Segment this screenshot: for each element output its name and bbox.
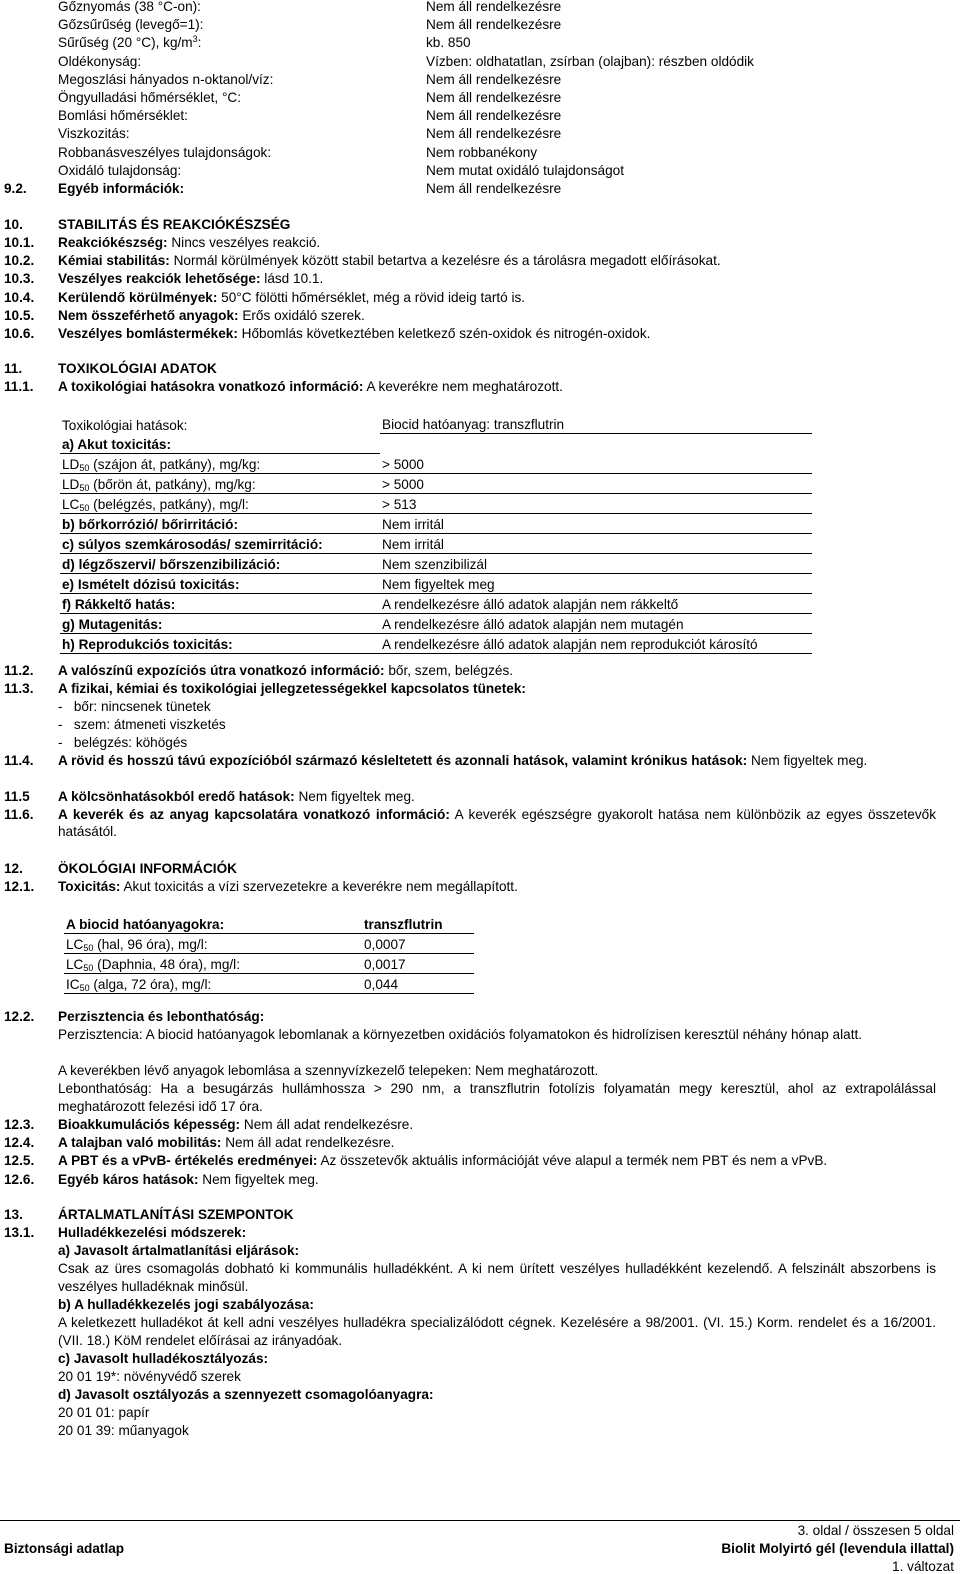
footer-version: 1. változat [892,1559,954,1574]
item-text: Nincs veszélyes reakció. [167,235,321,250]
item-label: A talajban való mobilitás: [58,1135,222,1151]
footer-product-name: Biolit Molyirtó gél (levendula illattal) [721,1541,954,1556]
item-text: Normál körülmények között stabil betartva a kezelésre és a tárolásra megadott előírásokat. [169,253,721,269]
degradation-text: A keverékben lévő anyagok lebomlása a szennyvízkezelő telepeken: Nem meghatározott. [58,1063,599,1078]
cell-text: f) Rákkeltő hatás: [62,596,176,612]
cell-text: LC [66,957,84,972]
item-content [58,234,320,251]
table-header-right: Biocid hatóanyag: transzflutrin [380,414,812,434]
toxic-value-cell: A rendelkezésre álló adatok alapján nem rákkeltő [380,593,812,613]
waste-code: 20 01 01: papír [58,1405,150,1420]
property-label [58,53,141,70]
section-title: ÖKOLÓGIAI INFORMÁCIÓK [58,861,237,876]
item-label: Perzisztencia és lebonthatóság: [58,1009,265,1024]
biodegradability-paragraph: Lebonthatóság: Ha a besugárzás hullámhossza > 290 nm, a transzflutrin fotolízis folyamatán megy keresztül, ahol az extrapolálással meghatározott felezési idő 17 óra. [58,1081,936,1114]
toxic-effect-cell [60,493,380,513]
cell-text: LC [62,496,80,512]
section-number: 10. [4,217,23,232]
table-row [64,954,474,974]
item-label: Reakciókészség: [58,235,168,250]
section-title: TOXIKOLÓGIAI ADATOK [58,361,217,376]
table-header-row [64,914,474,934]
table-header-left: A biocid hatóanyagokra: [64,914,362,934]
item-text: bőr, szem, belégzés. [384,663,514,678]
item-number: 11.6. [4,807,34,822]
footer-doc-title: Biztonsági adatlap [4,1541,125,1556]
test-cell [64,954,362,974]
page-number: 3. oldal / összesen 5 oldal [797,1523,954,1538]
waste-code: 20 01 39: műanyagok [58,1423,189,1438]
table-row [60,473,812,493]
item-label: A kölcsönhatásokból eredő hatások: [58,789,295,804]
section-value: Nem áll rendelkezésre [426,181,562,196]
item-label: Kerülendő körülmények: [58,289,218,305]
item-text: Nem figyeltek meg. [294,789,415,804]
item-number: 12.1. [4,879,35,894]
footer-divider [0,1520,960,1521]
item-text: Akut toxicitás a vízi szervezetekre a keverékre nem megállapított. [120,879,518,894]
item-number: 12.3. [4,1117,35,1132]
item-label: Toxicitás: [58,879,121,894]
superscript: 3 [192,34,198,45]
cell-text: a) Akut toxicitás: [62,436,172,452]
property-label-text: Öngyulladási hőmérséklet, °C: [58,90,241,105]
cell-text: (Daphnia, 48 óra), mg/l: [93,957,240,972]
toxic-effect-cell [60,553,380,573]
table-row [60,513,812,533]
table-header-left: Toxikológiai hatások: [62,417,188,433]
subscript: 50 [83,943,94,953]
paragraph-b: A keletkezett hulladékot át kell adni veszélyes hulladékra specializálódott cégnek. Kezelésére a 98/2001. (VI. 15.) Korm. rendelet és a 16/2001. (VII. 18.) KöM rendelet előírásai az irányadóak. [58,1315,936,1348]
property-label [58,144,271,161]
subscript: 50 [79,502,90,513]
item-number: 11.1. [4,379,34,394]
toxic-effect-cell [60,473,380,493]
symptom-text: - szem: átmeneti viszketés [58,717,226,732]
property-label-text: Megoszlási hányados n-oktanol/víz: [58,71,274,87]
subscript: 50 [79,462,90,473]
cell-text: b) bőrkorrózió/ bőrirritáció: [62,516,238,532]
table-row [60,613,812,633]
table-header-row [60,414,812,434]
item-label: Kémiai stabilitás: [58,253,170,269]
item-label: A PBT és a vPvB- értékelés eredményei: [58,1153,318,1169]
cell-text: LC [66,937,84,952]
toxic-value-cell: > 513 [380,493,812,513]
item-text: A keverék egészségre gyakorolt hatása nem különbözik az egyes összetevők hatásától. [58,807,936,839]
paragraph-a: Csak az üres csomagolás dobható ki kommunális hulladékként. A ki nem ürített veszélyes hulladékként kezelendő. A felszinált abszorbens is veszélyes hulladéknak minősül. [58,1261,936,1294]
subheading-text: a) Javasolt ártalmatlanítási eljárások: [58,1243,300,1258]
toxic-effect-cell [60,513,380,533]
item-number: 12.6. [4,1171,35,1187]
item-content [58,252,721,269]
property-value: Nem áll rendelkezésre [426,0,562,14]
item-number: 12.5. [4,1153,35,1169]
property-value: Nem áll rendelkezésre [426,108,562,124]
section-title: STABILITÁS ÉS REAKCIÓKÉSZSÉG [58,217,291,232]
subheading-text: d) Javasolt osztályozás a szennyezett csomagolóanyagra: [58,1387,434,1402]
item-number: 11.4. [4,753,34,768]
item-number: 10.4. [4,289,35,305]
item-text: 50°C fölötti hőmérséklet, még a rövid ideig tartó is. [217,289,526,305]
cell-text: d) légzőszervi/ bőrszenzibilizáció: [62,556,281,572]
subheading-text: b) A hulladékkezelés jogi szabályozása: [58,1297,314,1312]
item-label: Veszélyes reakciók lehetősége: [58,271,261,287]
toxic-value-cell: A rendelkezésre álló adatok alapján nem mutagén [380,613,812,633]
toxic-effect-cell [60,573,380,593]
section-number: 9.2. [4,181,27,196]
toxic-value-cell: Nem szenzibilizál [380,553,812,573]
item-text: Nem figyeltek meg. [747,753,868,768]
table-row [60,533,812,553]
item-text: Nem figyeltek meg. [198,1171,319,1187]
item-label: A keverék és az anyag kapcsolatára vonatkozó információ: [58,807,450,822]
toxic-value-cell: > 5000 [380,473,812,493]
property-label [58,107,188,124]
toxic-effect-cell [60,453,380,473]
item-text: A keverékre nem meghatározott. [363,379,563,394]
item-number: 11.2. [4,663,34,678]
item-content [58,270,323,287]
subscript: 50 [79,983,90,993]
item-label: A rövid és hosszú távú expozícióból származó késleltetett és azonnali hatások, valamint krónikus hatások: [58,753,748,768]
property-label-text: Sűrűség (20 °C), kg/m [58,35,193,51]
section-number: 12. [4,861,23,876]
toxic-value-cell: Nem figyeltek meg [380,573,812,593]
item-number: 10.6. [4,326,35,341]
toxic-effect-cell [60,613,380,633]
cell-text: (belégzés, patkány), mg/l: [89,496,249,512]
toxic-value-cell: Nem irritál [380,533,812,553]
table-row [60,573,812,593]
property-label-text: Gőzsűrűség (levegő=1): [58,17,204,33]
toxic-value-cell: Nem irritál [380,513,812,533]
item-content [58,307,365,324]
subscript: 50 [79,482,90,493]
item-text: Nem áll adat rendelkezésre. [221,1135,395,1151]
property-label [58,162,181,179]
cell-text: LD [62,456,80,472]
item-label: Bioakkumulációs képesség: [58,1117,241,1132]
section-number: 13. [4,1207,23,1222]
item-content [58,1116,413,1133]
table-row [64,934,474,954]
cell-text: c) súlyos szemkárosodás/ szemirritáció: [62,536,323,552]
symptom-text: - bőr: nincsenek tünetek [58,699,211,714]
cell-text: (szájon át, patkány), mg/kg: [89,456,261,472]
item-11-6 [0,806,960,846]
property-value: Nem áll rendelkezésre [426,17,562,33]
property-label [58,125,130,142]
item-label: Nem összeférhető anyagok: [58,307,239,323]
property-label-text: Viszkozitás: [58,126,130,142]
property-value: Nem áll rendelkezésre [426,126,562,142]
cell-text: (hal, 96 óra), mg/l: [93,937,208,952]
item-number: 13.1. [4,1225,35,1240]
property-label-text: Gőznyomás (38 °C-on): [58,0,201,14]
item-content [58,1152,827,1169]
item-text: Erős oxidáló szerek. [238,307,365,323]
cell-text: IC [66,977,80,992]
property-value: Nem mutat oxidáló tulajdonságot [426,162,624,178]
table-row [60,453,812,473]
property-label [58,16,203,33]
subheading-text: c) Javasolt hulladékosztályozás: [58,1351,269,1366]
property-value: Nem áll rendelkezésre [426,90,562,105]
item-number: 12.4. [4,1135,35,1151]
item-label: Egyéb káros hatások: [58,1171,199,1187]
table-row [60,493,812,513]
table-row [60,553,812,573]
value-cell: 0,0007 [362,934,474,954]
table-row [60,434,812,454]
item-label: Hulladékkezelési módszerek: [58,1225,247,1240]
cell-text: LD [62,476,80,492]
ecotoxicity-table [64,914,474,994]
cell-text: h) Reprodukciós toxicitás: [62,636,233,652]
item-content [58,289,525,306]
cell-text: (bőrön át, patkány), mg/kg: [89,476,256,492]
table-header-right: transzflutrin [362,914,474,934]
property-label-text: Oldékonyság: [58,53,142,69]
item-content [58,325,650,342]
property-label-text: Bomlási hőmérséklet: [58,108,188,124]
property-label-text: Oxidáló tulajdonság: [58,162,182,178]
item-text: lásd 10.1. [260,271,324,287]
item-number: 10.3. [4,271,35,287]
toxic-effect-cell [60,533,380,553]
section-title: ÁRTALMATLANÍTÁSI SZEMPONTOK [58,1207,294,1222]
section-label: Egyéb információk: [58,181,185,196]
toxic-effect-cell [60,593,380,613]
waste-code: 20 01 19*: növényvédő szerek [58,1369,241,1384]
property-value: kb. 850 [426,35,471,51]
item-number: 10.5. [4,307,35,323]
item-11-4 [0,752,960,792]
toxic-value-cell [380,434,812,454]
value-cell: 0,0017 [362,954,474,974]
property-value: Nem robbanékony [426,144,538,160]
symptom-text: - belégzés: köhögés [58,735,188,750]
toxic-effect-cell [60,434,380,454]
table-row [60,593,812,613]
item-number: 12.2. [4,1009,35,1024]
test-cell [64,934,362,954]
property-label [58,71,273,88]
table-row [60,633,812,653]
item-number: 11.3. [4,681,34,696]
item-text: Az összetevők aktuális információját véve alapul a termék nem PBT és nem a vPvB. [317,1153,828,1169]
item-number: 10.2. [4,253,35,269]
item-content [58,1134,394,1151]
item-content [58,1171,319,1188]
property-label [58,34,201,51]
item-number: 10.1. [4,235,35,250]
persistence-paragraph: Perzisztencia: A biocid hatóanyagok lebomlanak a környezetben oxidációs folyamatokon és hidrolízisen keresztül néhány hónap alatt. [58,1027,863,1042]
property-label-end: : [197,35,202,51]
property-value: Vízben: oldhatatlan, zsírban (olajban): részben oldódik [426,53,754,69]
item-label: A valószínű expozíciós útra vonatkozó információ: [58,663,385,678]
property-value: Nem áll rendelkezésre [426,71,562,87]
table-row [64,974,474,994]
value-cell: 0,044 [362,974,474,994]
toxic-value-cell: > 5000 [380,453,812,473]
section-number: 11. [4,361,23,376]
item-label: A toxikológiai hatásokra vonatkozó információ: [58,379,364,394]
item-text: Nem áll adat rendelkezésre. [240,1117,414,1132]
item-text: Hőbomlás következtében keletkező szén-oxidok és nitrogén-oxidok. [237,326,651,341]
cell-text: e) Ismételt dózisú toxicitás: [62,576,240,592]
test-cell [64,974,362,994]
toxic-value-cell: A rendelkezésre álló adatok alapján nem reprodukciót károsító [380,633,812,653]
subscript: 50 [83,963,94,973]
property-label [58,0,201,15]
item-number: 11.5 [4,789,30,804]
property-label-text: Robbanásveszélyes tulajdonságok: [58,144,272,160]
toxic-effect-cell [60,633,380,653]
item-label: A fizikai, kémiai és toxikológiai jellegzetességekkel kapcsolatos tünetek: [58,681,526,696]
cell-text: g) Mutagenitás: [62,616,163,632]
property-label [58,89,241,106]
toxicology-table [60,414,812,654]
item-label: Veszélyes bomlástermékek: [58,326,238,341]
cell-text: (alga, 72 óra), mg/l: [89,977,212,992]
